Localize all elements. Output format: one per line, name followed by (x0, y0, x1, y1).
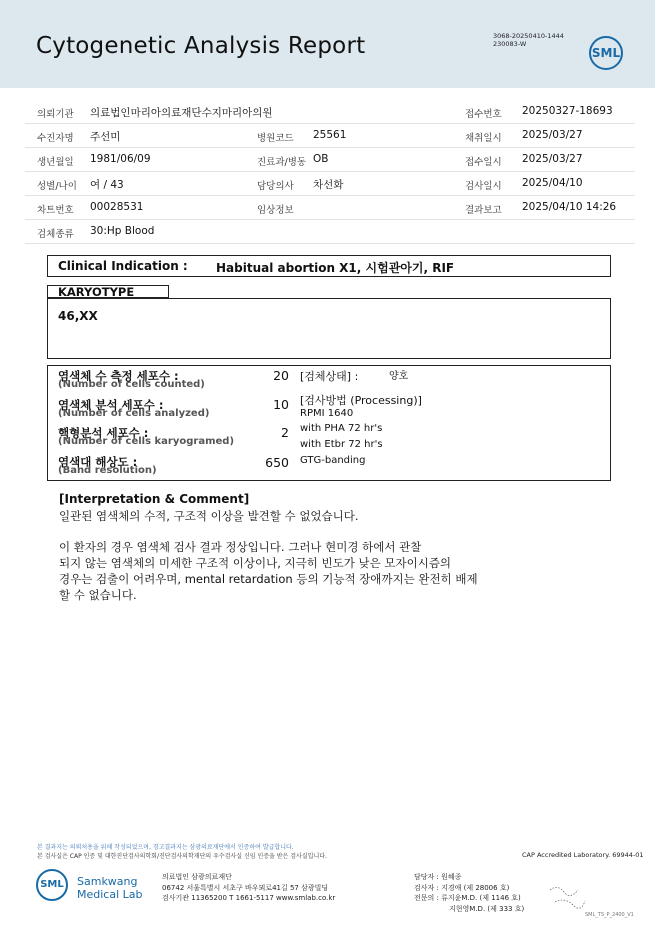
report-header (0, 0, 655, 88)
signatory-line: 지현영M.D. (제 333 호) (449, 904, 525, 913)
clinical-indication-label: Clinical Indication : (58, 259, 188, 273)
footer-brand (77, 875, 143, 901)
footer-sml-logo-text: SML (40, 879, 64, 890)
specimen-status-value: 양호 (389, 371, 409, 382)
method-etbr: with Etbr 72 hr's (300, 439, 383, 450)
sex-age-value: 여 / 43 (90, 179, 124, 191)
footer-brand-line2: Medical Lab (77, 888, 143, 901)
report-code (493, 32, 564, 48)
footer-brand-line1: Samkwang (77, 875, 138, 888)
method-rpmi: RPMI 1640 (300, 408, 354, 419)
doctor-label: 담당의사 (257, 181, 294, 192)
institution-label: 의뢰기관 (37, 109, 74, 120)
report-value: 2025/04/10 14:26 (522, 201, 617, 213)
dept-value: OB (313, 153, 329, 165)
band-resolution-sub: (Band resolution) (58, 465, 157, 476)
report-label: 결과보고 (465, 205, 502, 216)
info-row (25, 124, 635, 148)
method-label: [검사방법 (Processing)] (300, 394, 422, 407)
interpretation-line: 경우는 검출이 어려우며, mental retardation 등의 기능적 장애까지는 완전히 배제 (59, 572, 478, 586)
karyotype-value: 46,XX (58, 309, 98, 323)
specimen-status-label: [검체상태] : (300, 370, 359, 383)
cells-analyzed-value: 10 (273, 397, 289, 412)
info-row (25, 100, 635, 124)
hospital-code-value: 25561 (313, 129, 347, 141)
cells-counted-label: 염색체 수 측정 세포수 : (58, 369, 179, 383)
clinical-indication-value: Habitual abortion X1, 시험관아기, RIF (216, 261, 455, 275)
specimen-label: 검체종류 (37, 229, 74, 240)
dept-label: 진료과/병동 (257, 157, 307, 168)
document-id: SML_TS_P_2400_V1 (585, 912, 634, 918)
receipt-no-value: 20250327-18693 (522, 105, 613, 117)
sml-logo-text: SML (591, 46, 621, 60)
footer-note: 본 검사실은 CAP 인증 및 대한진단검사의학회/진단검사의학재단의 우수검사실 신임 인증을 받은 검사실입니다. (37, 853, 327, 860)
cells-counted-sub: (Number of cells counted) (58, 379, 205, 390)
method-gtg: GTG-banding (300, 455, 366, 466)
interpretation-heading: [Interpretation & Comment] (59, 492, 250, 506)
specimen-value: 30:Hp Blood (90, 225, 155, 237)
chart-value: 00028531 (90, 201, 144, 213)
cells-analyzed-label: 염색체 분석 세포수 : (58, 398, 164, 412)
interpretation-line: 할 수 없습니다. (59, 588, 137, 602)
clinical-indication-box (47, 255, 611, 277)
interpretation-line: 이 환자의 경우 염색체 검사 결과 정상입니다. 그러나 현미경 하에서 관찰 (59, 540, 422, 554)
interpretation-line: 일관된 염색체의 수적, 구조적 이상을 발견할 수 없었습니다. (59, 509, 359, 523)
cells-karyogramed-label: 핵형분석 세포수 : (58, 426, 149, 440)
received-value: 2025/03/27 (522, 153, 583, 165)
info-row (25, 196, 635, 220)
cap-accreditation: CAP Accredited Laboratory. 69944-01 (522, 851, 644, 859)
sex-age-label: 성별/나이 (37, 181, 77, 192)
institution-value: 의료법인마리아의료재단수지마리아의원 (90, 107, 273, 119)
patient-value: 주선미 (90, 131, 121, 143)
band-resolution-value: 650 (265, 455, 289, 470)
cells-counted-value: 20 (273, 368, 289, 383)
test-date-label: 검사일시 (465, 181, 502, 192)
cell-counts-box (47, 365, 611, 481)
patient-info-table (25, 100, 635, 244)
patient-label: 수진자명 (37, 133, 74, 144)
collection-date-value: 2025/03/27 (522, 129, 583, 141)
interpretation-line: 되지 않는 염색체의 미세한 구조적 이상이나, 지극히 빈도가 낮은 모자이시즘의 (59, 556, 452, 570)
karyotype-box (47, 298, 611, 359)
footer-sml-logo (36, 869, 68, 901)
signatory-line: 검사자 : 지경애 (제 28006 호) (414, 883, 510, 892)
band-resolution-label: 염색대 해상도 : (58, 455, 138, 469)
birth-label: 생년월일 (37, 157, 74, 168)
clinical-info-label: 임상정보 (257, 205, 294, 216)
footer-address-line: 06742 서울특별시 서초구 바우뫼로41길 57 삼광빌딩 (162, 883, 329, 892)
footer-address (162, 872, 335, 904)
cells-analyzed-sub: (Number of cells analyzed) (58, 408, 210, 419)
footer-address-line: 검사기관 11365200 T 1661-5117 www.smlab.co.kr (162, 894, 336, 902)
birth-value: 1981/06/09 (90, 153, 151, 165)
signature-icon (545, 880, 590, 915)
report-title: Cytogenetic Analysis Report (36, 33, 366, 59)
report-code-line1: 3068-20250410-1444 (493, 32, 564, 40)
sml-logo (589, 36, 623, 70)
info-row (25, 220, 635, 244)
signatory-line: 전문의 : 류지윤M.D. (제 1146 호) (414, 894, 521, 902)
cells-karyogramed-sub: (Number of cells karyogramed) (58, 436, 235, 447)
test-date-value: 2025/04/10 (522, 177, 583, 189)
info-row (25, 148, 635, 172)
doctor-value: 차선화 (313, 179, 344, 191)
report-code-line2: 230083-W (493, 40, 527, 48)
method-pha: with PHA 72 hr's (300, 423, 383, 434)
received-label: 접수일시 (465, 157, 502, 168)
info-row (25, 172, 635, 196)
karyotype-tab (47, 285, 169, 298)
footer-address-line: 의료법인 삼광의료재단 (162, 873, 232, 881)
karyotype-tab-label: KARYOTYPE (58, 285, 135, 299)
footer-signatories (414, 872, 524, 914)
receipt-no-label: 접수번호 (465, 109, 502, 120)
cells-karyogramed-value: 2 (281, 425, 289, 440)
footer-note: 본 결과지는 의뢰처용을 위해 작성되었으며, 경고결과지는 삼광의료재단에서 인증하여 발급합니다. (37, 844, 294, 851)
signatory-line: 담당자 : 원혜종 (414, 873, 462, 881)
chart-label: 차트번호 (37, 205, 74, 216)
collection-date-label: 채취일시 (465, 133, 502, 144)
hospital-code-label: 병원코드 (257, 133, 294, 144)
